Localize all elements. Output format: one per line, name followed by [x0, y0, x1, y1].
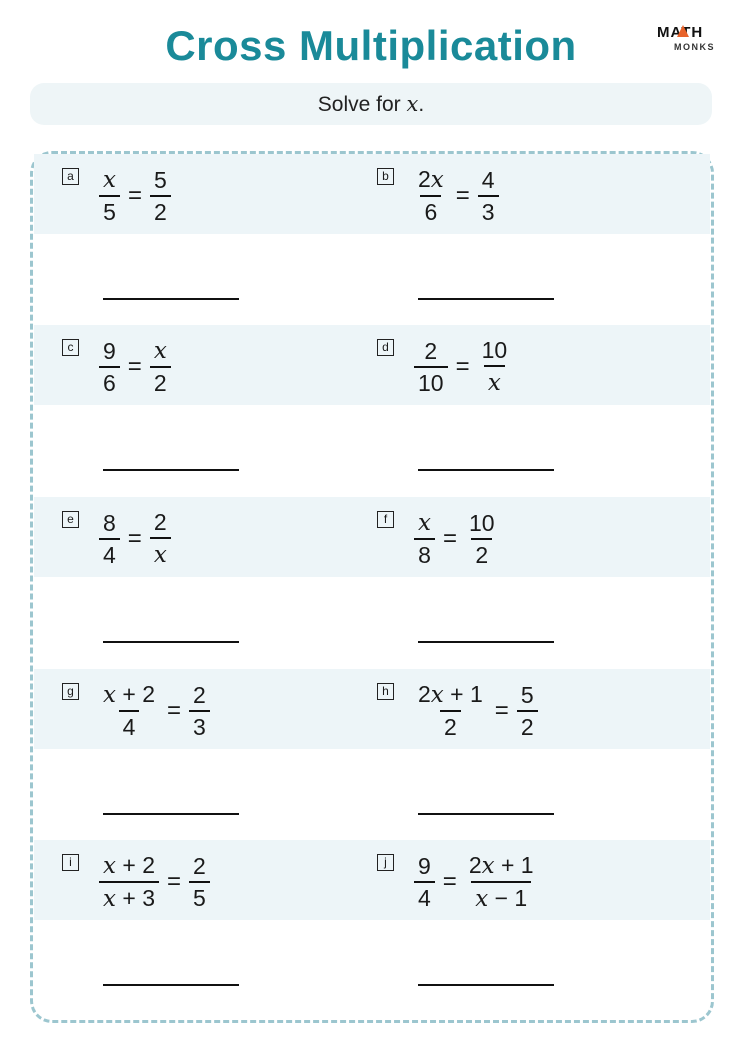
denominator: 4 — [414, 881, 435, 911]
numerator: 2 — [193, 681, 206, 708]
problem-j — [377, 852, 538, 912]
problem-label: j — [377, 854, 394, 871]
numerator: 2x + 1 — [468, 852, 534, 879]
answer-line[interactable] — [103, 298, 239, 300]
numerator: 5 — [520, 681, 534, 708]
denominator: 3 — [478, 195, 499, 225]
denominator: 4 — [99, 538, 120, 568]
problem-c — [62, 337, 171, 396]
equals-sign: = — [127, 352, 142, 380]
logo-wordmark: MATH — [657, 24, 704, 41]
equals-sign: = — [167, 868, 182, 895]
left-fraction — [414, 338, 448, 396]
numerator: x + 2 — [103, 852, 155, 879]
numerator: 10 — [469, 509, 495, 536]
denominator: 10 — [414, 366, 448, 396]
denominator: 2 — [440, 710, 461, 740]
numerator — [99, 166, 120, 195]
denominator: 5 — [189, 881, 210, 911]
numerator: 2 — [153, 509, 167, 535]
denominator: 6 — [420, 195, 441, 225]
denominator: 2 — [150, 195, 171, 225]
logo-triangle-icon — [677, 25, 689, 37]
left-fraction — [99, 681, 159, 740]
denominator — [484, 365, 505, 396]
numerator: 2x — [418, 166, 444, 193]
variable-x: x — [103, 853, 116, 879]
numerator: 10 — [481, 337, 508, 363]
answer-line[interactable] — [418, 641, 554, 643]
problem-f — [377, 509, 499, 568]
variable-x: x — [103, 682, 116, 708]
instruction-bar — [30, 83, 712, 125]
numerator: 5 — [154, 166, 167, 193]
numerator: 2x + 1 — [418, 681, 483, 708]
denominator: 6 — [99, 366, 120, 396]
page-title: Cross Multiplication — [165, 22, 577, 69]
denominator: 2 — [471, 538, 492, 568]
numerator — [150, 337, 171, 366]
right-fraction — [150, 167, 171, 225]
problem-label: f — [377, 511, 394, 528]
problem-d — [377, 337, 511, 396]
equals-sign: = — [442, 868, 457, 895]
equals-sign: = — [455, 181, 470, 209]
answer-line[interactable] — [418, 298, 554, 300]
problem-h — [377, 681, 538, 740]
equals-sign: = — [127, 524, 142, 552]
variable-x: x — [481, 853, 495, 879]
denominator: x − 1 — [471, 881, 531, 912]
answer-line[interactable] — [103, 469, 239, 471]
left-fraction — [99, 852, 159, 912]
instruction-text: Solve for — [317, 93, 401, 116]
left-fraction — [414, 166, 448, 225]
problem-label: c — [62, 339, 79, 356]
equals-sign: = — [442, 524, 457, 552]
left-fraction — [99, 166, 120, 225]
numerator: 2 — [193, 853, 206, 879]
problem-label: a — [62, 168, 79, 185]
numerator: 8 — [103, 509, 116, 536]
answer-line[interactable] — [418, 984, 554, 986]
right-fraction — [150, 509, 171, 568]
right-fraction — [189, 682, 210, 740]
right-fraction — [478, 337, 512, 396]
equals-sign: = — [167, 696, 182, 724]
answer-line[interactable] — [103, 984, 239, 986]
right-fraction — [189, 853, 210, 911]
answer-line[interactable] — [418, 469, 554, 471]
problem-label: e — [62, 511, 79, 528]
problem-e — [62, 509, 171, 568]
problem-b — [377, 166, 499, 225]
numerator: 4 — [481, 166, 495, 193]
left-fraction — [99, 338, 120, 396]
denominator: 5 — [99, 195, 120, 225]
variable-x: x — [430, 167, 444, 193]
logo-subtitle: MONKS — [674, 42, 715, 52]
denominator: 3 — [189, 710, 210, 740]
problem-a — [62, 166, 171, 225]
problem-label: g — [62, 683, 79, 700]
denominator: 2 — [517, 710, 538, 740]
variable-x: x — [418, 510, 431, 536]
denominator: x + 3 — [99, 881, 159, 912]
numerator: 9 — [103, 337, 116, 364]
problem-i — [62, 852, 210, 912]
right-fraction — [517, 682, 538, 740]
answer-line[interactable] — [418, 813, 554, 815]
denominator: 2 — [150, 366, 171, 396]
numerator: 9 — [418, 853, 431, 879]
variable-x: x — [103, 167, 116, 193]
math-monks-logo — [646, 24, 726, 58]
instruction-period: . — [418, 93, 425, 116]
instruction-variable: x — [406, 92, 419, 116]
variable-x: x — [487, 370, 501, 396]
denominator: 4 — [119, 710, 140, 740]
denominator: 8 — [414, 538, 435, 568]
variable-x: x — [153, 338, 167, 364]
equals-sign: = — [455, 352, 470, 380]
variable-x: x — [153, 542, 167, 568]
variable-x: x — [103, 886, 116, 912]
problem-label: h — [377, 683, 394, 700]
problem-g — [62, 681, 210, 740]
left-fraction — [414, 853, 435, 911]
left-fraction — [414, 509, 435, 568]
right-fraction — [465, 510, 499, 568]
denominator — [150, 537, 171, 568]
variable-x: x — [430, 682, 444, 708]
right-fraction — [478, 167, 499, 225]
answer-line[interactable] — [103, 641, 239, 643]
variable-x: x — [475, 886, 489, 912]
problem-label: b — [377, 168, 394, 185]
right-fraction — [465, 852, 538, 912]
numerator: 2 — [424, 337, 438, 364]
numerator: x + 2 — [103, 681, 155, 708]
answer-line[interactable] — [103, 813, 239, 815]
left-fraction — [414, 681, 487, 740]
numerator — [414, 509, 435, 538]
equals-sign: = — [127, 181, 142, 209]
problem-label: d — [377, 339, 394, 356]
right-fraction — [150, 337, 171, 396]
problem-label: i — [62, 854, 79, 871]
equals-sign: = — [494, 696, 509, 724]
left-fraction — [99, 510, 120, 568]
